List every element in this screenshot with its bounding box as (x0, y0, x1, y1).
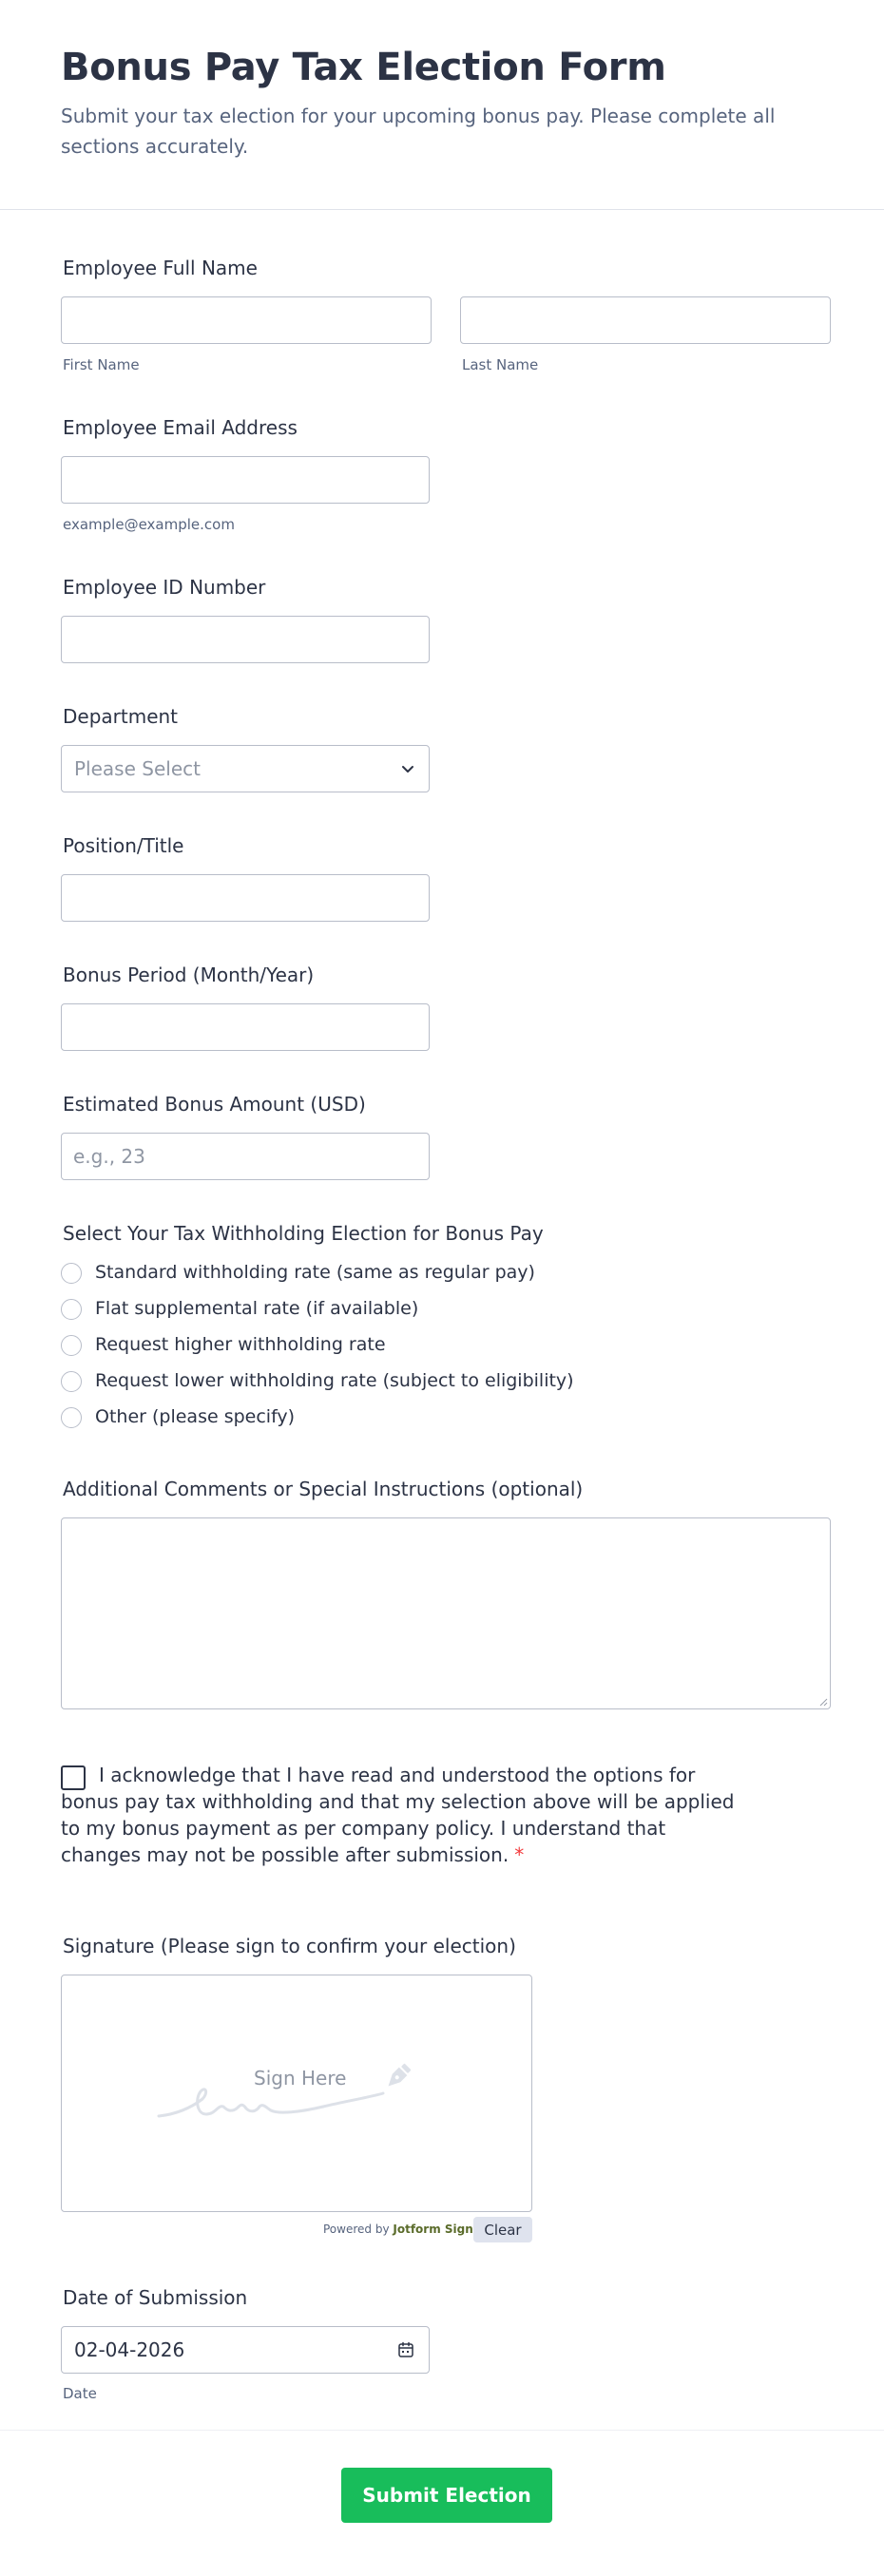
radio-button[interactable] (61, 1263, 82, 1284)
tax-election-label: Select Your Tax Withholding Election for Bonus Pay (63, 1222, 544, 1245)
powered-brand: Jotform Sign (393, 2223, 473, 2236)
signature-label: Signature (Please sign to confirm your election) (63, 1935, 516, 1957)
radio-label: Standard withholding rate (same as regular pay) (95, 1262, 535, 1283)
position-input[interactable] (61, 874, 430, 922)
date-input[interactable] (61, 2326, 430, 2374)
last-name-sublabel: Last Name (462, 356, 539, 373)
bonus-amount-label: Estimated Bonus Amount (USD) (63, 1093, 366, 1116)
radio-button[interactable] (61, 1371, 82, 1392)
radio-label: Other (please specify) (95, 1406, 296, 1427)
employee-id-input[interactable] (61, 616, 430, 663)
comments-textarea[interactable] (61, 1517, 831, 1709)
radio-label: Request lower withholding rate (subject to eligibility) (95, 1370, 574, 1391)
form-title: Bonus Pay Tax Election Form (61, 46, 666, 89)
form-subtitle: Submit your tax election for your upcoming bonus pay. Please complete all sections accurately. (61, 105, 776, 158)
clear-signature-button[interactable]: Clear (473, 2217, 532, 2242)
signature-pad[interactable] (61, 1975, 532, 2212)
employee-id-label: Employee ID Number (63, 576, 266, 599)
department-select-value: Please Select (74, 757, 201, 780)
required-mark: * (514, 1843, 525, 1866)
powered-prefix: Powered by (323, 2223, 390, 2236)
position-label: Position/Title (63, 834, 184, 857)
calendar-icon[interactable] (396, 2340, 415, 2359)
date-label: Date of Submission (63, 2286, 248, 2309)
last-name-input[interactable] (460, 296, 831, 344)
acknowledge-text (61, 1762, 747, 1868)
comments-label: Additional Comments or Special Instructions (optional) (63, 1478, 584, 1500)
radio-label: Flat supplemental rate (if available) (95, 1298, 419, 1319)
first-name-input[interactable] (61, 296, 432, 344)
chevron-down-icon (398, 760, 417, 779)
radio-button[interactable] (61, 1407, 82, 1428)
department-select[interactable] (61, 745, 430, 792)
date-value: 02-04-2026 (74, 2338, 185, 2361)
first-name-sublabel: First Name (63, 356, 140, 373)
radio-button[interactable] (61, 1299, 82, 1320)
email-sublabel: example@example.com (63, 516, 235, 533)
full-name-label: Employee Full Name (63, 257, 258, 279)
date-sublabel: Date (63, 2385, 97, 2402)
footer-divider (0, 2430, 884, 2431)
bonus-period-input[interactable] (61, 1003, 430, 1051)
radio-label: Request higher withholding rate (95, 1334, 386, 1355)
powered-by (323, 2223, 473, 2236)
submit-button[interactable]: Submit Election (341, 2468, 552, 2523)
acknowledge-label: I acknowledge that I have read and understood the options for bonus pay tax withholding and that my selection above will be applied to my bonus payment as per company policy. I understand that changes may not be possible after submission. (61, 1764, 735, 1866)
resize-handle-icon[interactable] (818, 1697, 828, 1707)
department-label: Department (63, 705, 179, 728)
signature-placeholder: Sign Here (254, 2067, 347, 2089)
email-label: Employee Email Address (63, 416, 298, 439)
bonus-period-label: Bonus Period (Month/Year) (63, 964, 315, 986)
bonus-amount-input[interactable] (61, 1133, 430, 1180)
form-header (0, 0, 884, 210)
radio-button[interactable] (61, 1335, 82, 1356)
email-input[interactable] (61, 456, 430, 504)
